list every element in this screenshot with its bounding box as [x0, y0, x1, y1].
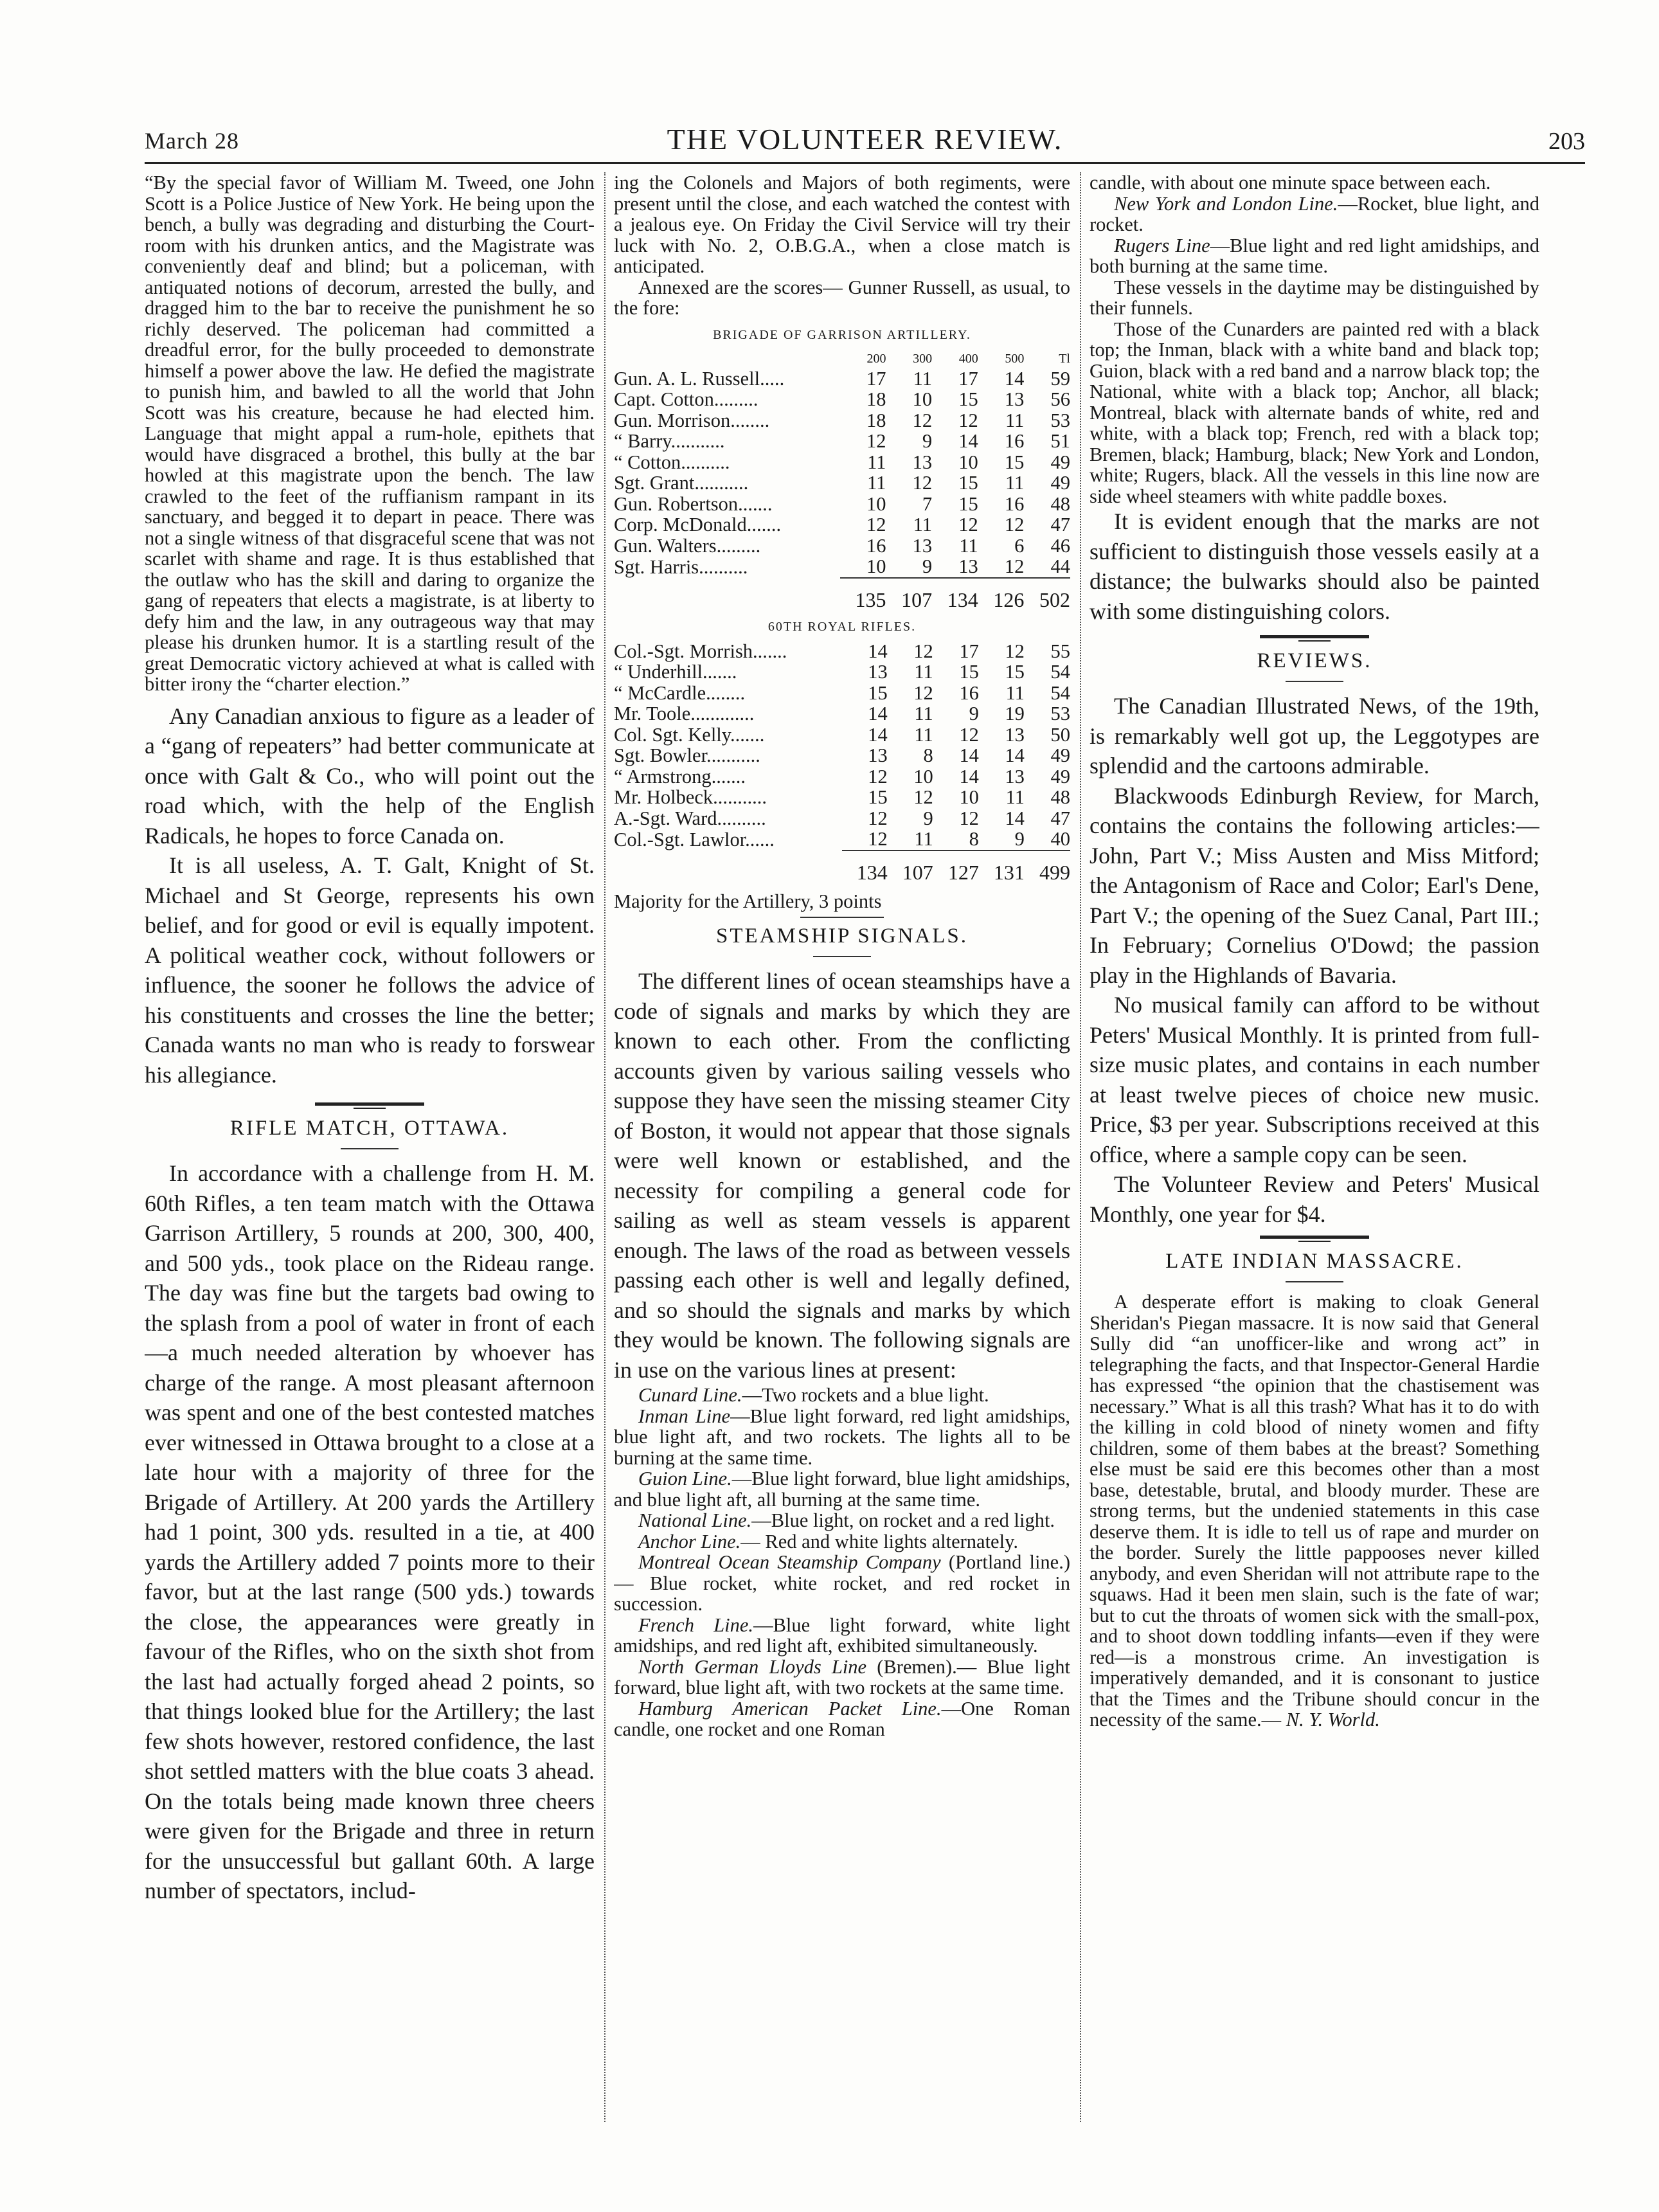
section-ornament [1260, 1234, 1369, 1243]
score-200: 13 [868, 661, 888, 683]
score-total: 46 [1050, 534, 1070, 557]
score-300: 11 [913, 367, 933, 390]
rifles-title: 60TH ROYAL RIFLES. [767, 619, 917, 634]
score-300: 12 [913, 681, 933, 704]
line-name: Anchor Line. [638, 1530, 741, 1552]
score-300: 11 [914, 828, 933, 850]
score-400: 14 [959, 744, 979, 766]
column-divider [604, 172, 605, 2122]
column-total: 134 [932, 578, 978, 612]
score-total: 44 [1050, 555, 1070, 577]
shooter-name: “ Armstrong....... [614, 765, 746, 787]
score-row [614, 514, 1070, 535]
rifle-match-paragraph: In accordance with a challenge from H. M. 60th Rifles, a ten team match with the Ottawa Garrison Artillery, 5 rounds at 200, 300, 400, and 500 yds., took place on the Rideau range. The day was fine but the targets bad owing to the splash from a pool of water in front of each—a much needed alteration by whoever has charge of the range. A most pleasant afternoon was spent and one of the best contested matches ever witnessed in Ottawa brought to a close at a late hour with a majority of three for the Brigade of Artillery. At 200 yards the Artillery had 1 point, 300 yds. resulted in a tie, at 400 yards the Artillery added 7 points more to their favor, but at the last range (500 yds.) towards the close, the appearances were greatly in favour of the Rifles, who on the sixth shot from the last had actually forged ahead 2 points, so that things looked blue for the Artillery; the last few shots however, restored confidence, the last shot settled matters with the blue coats 3 ahead. On the totals being made known three cheers were given for the Brigade and three in return for the unsuccessful but gallant 60th. A large number of spectators, includ- [145, 1160, 595, 1903]
score-300: 11 [914, 723, 933, 746]
score-500: 16 [1004, 492, 1025, 515]
column-total: 502 [1024, 578, 1070, 612]
heading-rule [1286, 1281, 1343, 1282]
shooter-name: A.-Sgt. Ward.......... [614, 807, 766, 829]
score-400: 12 [959, 723, 979, 746]
column-3 [1090, 172, 1539, 2122]
massacre-text: A desperate effort is making to cloak General Sheridan's Piegan massacre. It is now said that General Sully did “an unofficer-like and wrong act” in telegraphing the facts, and that Inspector-General Hardie has expressed “the opinion that the chastisement was necessary.” What is all this trash? What has it to do with the killing in cold blood of ninety women and fifty children, some of them babes at the breast? Something else must be said ere this becomes other than a most base, detestable, brutal, and bloody murder. These are strong terms, but the undenied statements in this case deserve them. It is idle to tell us of rape and murder on the border. Surely the little pappooses never killed anybody, and even Sheridan will not attribute rape to the squaws. Had it been men slain, such is the fate of war; but to cut the throats of women sick with the small-pox, and to shoot down toddling infants—even if they were red—is a monstrous crime. An investigation is imperatively demanded, and it is consonant to justice that the Times and the Tribune should concur in the necessity of the same.— [1090, 1291, 1539, 1731]
heading-rule [813, 956, 871, 957]
score-200: 10 [866, 555, 886, 577]
page-number: 203 [1548, 128, 1585, 155]
score-200: 11 [867, 451, 886, 473]
score-total: 49 [1050, 765, 1070, 787]
score-total: 53 [1050, 703, 1070, 724]
score-total: 49 [1050, 451, 1070, 473]
header-rule [145, 162, 1585, 164]
shooter-name: Gun. Robertson....... [614, 492, 773, 515]
shooter-name: Gun. Walters......... [614, 534, 761, 557]
score-row [614, 724, 1070, 746]
score-200: 17 [866, 367, 886, 390]
score-row [614, 494, 1070, 515]
majority-line: Majority for the Artillery, 3 points [614, 890, 882, 912]
column-2 [614, 172, 1070, 2122]
daytime-paragraph: These vessels in the daytime may be distinguished by their funnels. [1090, 276, 1539, 319]
score-400: 15 [959, 661, 979, 683]
artillery-score-table [614, 349, 1070, 612]
score-row [614, 661, 1070, 683]
signal-text: —Blue light forward, white light amidships, and red light aft, exhibited simultaneously. [614, 1614, 1070, 1657]
column-total: 107 [886, 578, 932, 612]
column-1 [145, 172, 595, 2122]
score-200: 12 [866, 514, 886, 535]
column-total: 107 [888, 850, 933, 885]
score-300: 11 [914, 661, 933, 683]
line-name: Rugers Line [1114, 234, 1210, 256]
score-row [614, 766, 1070, 787]
score-500: 13 [1005, 723, 1025, 746]
section-rule [800, 917, 884, 918]
score-400: 11 [959, 534, 978, 557]
score-total: 47 [1050, 807, 1070, 829]
score-200: 11 [867, 472, 886, 494]
issue-date: March 28 [145, 128, 239, 154]
score-500: 13 [1005, 765, 1025, 787]
score-300: 12 [913, 786, 933, 808]
section-ornament [1260, 634, 1369, 643]
column-total: 127 [933, 850, 979, 885]
score-400: 8 [969, 828, 979, 850]
score-200: 14 [868, 703, 888, 724]
score-total: 51 [1050, 430, 1070, 452]
score-row [614, 452, 1070, 473]
score-400: 15 [958, 388, 978, 410]
signal-text: —Rocket, blue light, and rocket. [1090, 192, 1539, 235]
score-200: 12 [868, 828, 888, 850]
score-400: 17 [958, 367, 978, 390]
line-name: Hamburg American Packet Line. [638, 1697, 942, 1720]
score-500: 9 [1014, 828, 1025, 850]
total-row [614, 850, 1070, 885]
section-heading: LATE INDIAN MASSACRE. [1165, 1250, 1464, 1273]
signal-text: —Blue light forward, red light amidships, blue light aft, and two rockets. The lights all to be burning at the same time. [614, 1405, 1070, 1469]
score-total: 54 [1050, 681, 1070, 704]
review-paragraph: The Volunteer Review and Peters' Musical Monthly, one year for $4. [1090, 1171, 1539, 1227]
column-label: 300 [913, 351, 933, 366]
signal-text: —Blue light, on rocket and a red light. [751, 1509, 1055, 1531]
shooter-name: Gun. Morrison........ [614, 409, 770, 431]
column-label: 500 [1005, 351, 1025, 366]
score-500: 11 [1005, 786, 1025, 808]
score-300: 10 [912, 388, 933, 410]
score-300: 10 [913, 765, 933, 787]
column-label: Tl [1059, 351, 1070, 366]
signal-entry [614, 1468, 1070, 1510]
galt-paragraph: Any Canadian anxious to figure as a leader of a “gang of repeaters” had better communicate at once with Galt & Co., who will point out the road which, with the help of the English Radicals, he hopes to force Canada on. [145, 703, 595, 849]
rifle-match-continued: ing the Colonels and Majors of both regiments, were present until the close, and each watched the contest with a jealous eye. On Friday the Civil Service will try their luck with No. 2, O.B.G.A., when a close match is anticipated. [614, 172, 1070, 277]
score-total: 55 [1050, 640, 1070, 662]
shooter-name: “ Underhill....... [614, 661, 737, 683]
score-total: 48 [1050, 786, 1070, 808]
shooter-name: Mr. Toole............. [614, 703, 755, 724]
total-row [614, 578, 1070, 612]
score-total: 47 [1050, 514, 1070, 535]
tweed-article-paragraph: “By the special favor of William M. Tweed, one John Scott is a Police Justice of New York. He being upon the bench, a bully was degrading and disturbing the Court-room with his drunken antics, and the Magistrate was conveniently deaf and blind; but a policeman, with antiquated notions of decorum, arrested the bully, and dragged him to the bar to receive the punishment he so richly deserved. The policeman had committed a dreadful error, for the bully proceeded to demonstrate himself a power above the law. He defied the magistrate to punish him, and bawled to all the world that John Scott was his creature, because he had elected him. Language that might appal a rum-hole, epithets that would have disgraced a brothel, this bully at the bar howled at this magistrate upon the bench. The law crawled to the feet of the ruffianism rampant in its sanctuary, and begged it to depart in peace. There was not a single witness of that disgraceful scene that was not scarlet with shame and rage. It is thus established that the outlaw who has the skill and daring to organize the gang of repeaters that elects a magistrate, is at liberty to defy him and the law, in any outrageous way that may please his drunken humor. It is a startling result of the great Democratic victory achieved at what is called with bitter irony the “charter election.” [145, 172, 595, 695]
newspaper-title: THE VOLUNTEER REVIEW. [667, 123, 1063, 156]
column-total: 134 [842, 850, 888, 885]
score-row [614, 787, 1070, 808]
score-200: 13 [868, 744, 888, 766]
page-header [145, 122, 1585, 161]
galt-paragraph: It is all useless, A. T. Galt, Knight of St. Michael and St George, represents his own belief, and for good or evil is equally impotent. A political weather cock, without followers or influence, the sooner he follows the advice of his constituents and crosses the line the better; Canada wants no man who is ready to forswear his allegiance. [145, 852, 595, 1088]
score-500: 14 [1005, 807, 1025, 829]
score-row [614, 535, 1070, 557]
score-400: 10 [959, 786, 979, 808]
massacre-paragraph [1090, 1291, 1539, 1731]
shooter-name: Col. Sgt. Kelly....... [614, 723, 765, 746]
column-label: 400 [958, 351, 978, 366]
score-200: 12 [866, 430, 886, 452]
column-label: 200 [866, 351, 886, 366]
score-200: 15 [868, 681, 888, 704]
score-300: 13 [912, 534, 933, 557]
score-column-header [614, 349, 1070, 368]
score-300: 11 [914, 703, 933, 724]
score-300: 11 [913, 514, 933, 535]
score-row [614, 829, 1070, 850]
line-name: North German Lloyds Line [638, 1655, 867, 1678]
signal-entry [614, 1657, 1070, 1698]
section-heading: REVIEWS. [1257, 649, 1372, 672]
score-300: 8 [923, 744, 933, 766]
signal-entry [614, 1510, 1070, 1531]
signal-text: —Blue light and red light amidships, and both burning at the same time. [1090, 234, 1539, 277]
column-total: 499 [1025, 850, 1070, 885]
score-400: 12 [959, 807, 979, 829]
score-400: 15 [958, 492, 978, 515]
line-name: Inman Line [638, 1405, 731, 1427]
score-200: 14 [868, 723, 888, 746]
score-500: 15 [1004, 451, 1025, 473]
rifles-score-table [614, 641, 1070, 885]
shooter-name: Mr. Holbeck........... [614, 786, 767, 808]
score-500: 12 [1004, 555, 1025, 577]
signal-text: (Bremen).— Blue light forward, blue light aft, with two rockets at the same time. [614, 1655, 1070, 1698]
signal-entry [614, 1406, 1070, 1469]
score-row [614, 808, 1070, 829]
score-row [614, 431, 1070, 452]
heading-rule [1286, 681, 1343, 682]
signal-text: —Blue light forward, blue light amidships, and blue light aft, all burning at the same time. [614, 1468, 1070, 1511]
score-300: 12 [912, 409, 933, 431]
section-heading: STEAMSHIP SIGNALS. [716, 924, 968, 948]
signal-text: —One Roman candle, one rocket and one Roman [614, 1697, 1070, 1740]
shooter-name: Col.-Sgt. Lawlor...... [614, 828, 775, 850]
artillery-title: BRIGADE OF GARRISON ARTILLERY. [713, 327, 971, 342]
score-total: 40 [1050, 828, 1070, 850]
score-row [614, 389, 1070, 410]
shooter-name: “ McCardle........ [614, 681, 746, 704]
score-500: 14 [1004, 367, 1025, 390]
score-row [614, 703, 1070, 724]
signal-entry [614, 1552, 1070, 1615]
score-200: 18 [866, 409, 886, 431]
score-400: 15 [958, 472, 978, 494]
score-row [614, 410, 1070, 431]
score-total: 49 [1050, 472, 1070, 494]
score-200: 16 [866, 534, 886, 557]
shooter-name: Sgt. Grant........... [614, 472, 749, 494]
funnels-paragraph: Those of the Cunarders are painted red with a black top; the Inman, black with a white band and black top; Guion, black with a red band and a narrow black top; the National, white with a black top; Anchor, all black; Montreal, black with alternate bands of white, red and white, with a black top; French, red with a black top; Bremen, black; Hamburg, black; New York and London, white; Rugers, black. All the vessels in this line now are side wheel steamers with white paddle boxes. [1090, 318, 1539, 507]
column-total: 131 [979, 850, 1025, 885]
score-400: 9 [969, 703, 979, 724]
score-400: 16 [959, 681, 979, 704]
score-400: 12 [958, 409, 978, 431]
shooter-name: Sgt. Harris.......... [614, 555, 748, 578]
shooter-name: “ Barry........... [614, 430, 725, 452]
score-row [614, 368, 1070, 390]
score-400: 13 [958, 555, 978, 577]
score-200: 15 [868, 786, 888, 808]
line-name: Cunard Line. [638, 1384, 742, 1406]
score-500: 11 [1005, 472, 1025, 494]
shooter-name: Corp. McDonald....... [614, 514, 782, 535]
score-row [614, 641, 1070, 662]
steamship-paragraph: The different lines of ocean steamships have a code of signals and marks by which they are known to each other. From the conflicting accounts given by various sailing vessels who suppose they have seen the missing steamer City of Boston, it would not appear that those signals were well known or established, and the necessity for compiling a general code for sailing as well as steam vessels is apparent enough. The laws of the road as between vessels passing each other is well and legally defined, and so should the signals and marks by which they would be known. The following signals are in use on the various lines at present: [614, 968, 1070, 1383]
line-name: New York and London Line. [1114, 192, 1338, 215]
score-500: 11 [1005, 409, 1025, 431]
score-total: 49 [1050, 744, 1070, 766]
score-500: 13 [1004, 388, 1025, 410]
score-400: 17 [959, 640, 979, 662]
signal-entry [614, 1615, 1070, 1657]
signal-entry [1090, 193, 1539, 235]
score-300: 7 [922, 492, 933, 515]
score-500: 16 [1004, 430, 1025, 452]
score-300: 9 [922, 430, 933, 452]
signal-entry [614, 1531, 1070, 1552]
column-total: 126 [978, 578, 1025, 612]
line-name: Guion Line. [638, 1468, 732, 1489]
review-paragraph: No musical family can afford to be without Peters' Musical Monthly. It is printed from full-size music plates, and contains in each number at least twelve pieces of choice new music. Price, $3 per year. Subscriptions received at this office, where a sample copy can be seen. [1090, 992, 1539, 1167]
score-200: 12 [868, 807, 888, 829]
shooter-name: Col.-Sgt. Morrish....... [614, 640, 787, 662]
signal-entry [1090, 235, 1539, 277]
score-total: 54 [1050, 661, 1070, 683]
score-200: 12 [868, 765, 888, 787]
score-300: 12 [912, 472, 933, 494]
score-500: 12 [1005, 640, 1025, 662]
evident-paragraph: It is evident enough that the marks are not sufficient to distinguish those vessels easily at a distance; the bulwarks should also be painted with some distinguishing colors. [1090, 508, 1539, 624]
score-300: 9 [923, 807, 933, 829]
score-500: 11 [1005, 681, 1025, 704]
signals-continued: candle, with about one minute space between each. [1090, 172, 1491, 193]
score-500: 19 [1005, 703, 1025, 724]
signal-entry [614, 1385, 1070, 1406]
scores-intro: Annexed are the scores— Gunner Russell, as usual, to the fore: [614, 276, 1070, 319]
score-row [614, 683, 1070, 704]
score-500: 14 [1005, 744, 1025, 766]
score-total: 50 [1050, 723, 1070, 746]
score-500: 6 [1014, 534, 1025, 557]
column-divider [1080, 172, 1081, 2122]
signal-text: —Two rockets and a blue light. [742, 1384, 989, 1406]
score-300: 13 [912, 451, 933, 473]
score-200: 14 [868, 640, 888, 662]
line-name: Montreal Ocean Steamship Company [638, 1551, 941, 1573]
shooter-name: “ Cotton.......... [614, 451, 730, 473]
shooter-name: Gun. A. L. Russell..... [614, 367, 785, 390]
signal-text: — Red and white lights alternately. [740, 1530, 1018, 1552]
score-400: 12 [958, 514, 978, 535]
score-400: 10 [958, 451, 978, 473]
score-row [614, 745, 1070, 766]
signal-entry [614, 1698, 1070, 1740]
score-200: 10 [866, 492, 886, 515]
signal-text: (Portland line.)— Blue rocket, white rocket, and red rocket in succession. [614, 1551, 1070, 1615]
section-heading: RIFLE MATCH, OTTAWA. [229, 1117, 510, 1140]
score-200: 18 [866, 388, 886, 410]
line-name: French Line. [638, 1614, 754, 1636]
score-400: 14 [959, 765, 979, 787]
review-paragraph: Blackwoods Edinburgh Review, for March, contains the contains the following articles:—John, Part V.; Miss Austen and Miss Mitford; the Antagonism of Race and Color; Earl's Dene, Part V.; the opening of the Suez Canal, Part III.; In February; Cornelius O'Dowd; the passion play in the Highlands of Bavaria. [1090, 782, 1539, 988]
column-total: 135 [840, 578, 886, 612]
shooter-name: Sgt. Bowler........... [614, 744, 760, 766]
shooter-name: Capt. Cotton......... [614, 388, 758, 410]
score-row [614, 556, 1070, 578]
score-total: 53 [1050, 409, 1070, 431]
score-total: 48 [1050, 492, 1070, 515]
score-400: 14 [958, 430, 978, 452]
score-300: 12 [913, 640, 933, 662]
review-paragraph: The Canadian Illustrated News, of the 19th, is remarkably well got up, the Leggotypes are splendid and the cartoons admirable. [1090, 693, 1539, 778]
source-credit: N. Y. World. [1286, 1709, 1380, 1731]
score-300: 9 [922, 555, 933, 577]
score-500: 15 [1005, 661, 1025, 683]
heading-rule [341, 1148, 399, 1149]
section-ornament [315, 1101, 424, 1110]
score-500: 12 [1004, 514, 1025, 535]
score-total: 59 [1050, 367, 1070, 390]
score-total: 56 [1050, 388, 1070, 410]
score-row [614, 472, 1070, 494]
line-name: National Line. [638, 1509, 752, 1531]
